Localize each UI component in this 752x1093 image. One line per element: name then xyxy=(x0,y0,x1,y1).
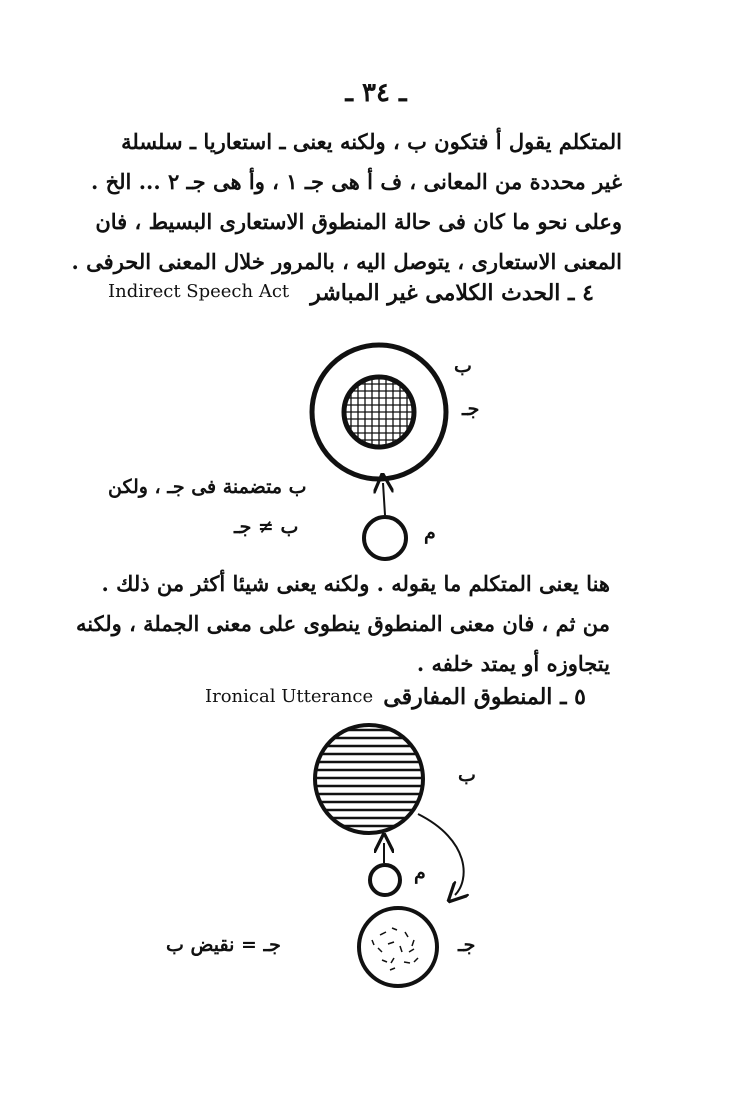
label-outer-b: ب xyxy=(454,355,472,377)
page-number: ـ ٣٤ ـ xyxy=(345,78,407,108)
paragraph-line: هنا يعنى المتكلم ما يقوله . ولكنه يعنى شيئا أكثر من ذلك . xyxy=(101,571,610,596)
note-not-equal: ب ≠ جـ xyxy=(234,516,299,538)
paragraph-line: غير محددة من المعانى ، ف أ هى جـ ١ ، وأ هى جـ ٢ ... الخ . xyxy=(90,169,622,194)
label-bottom-j: جـ xyxy=(458,934,476,956)
note-included: ب متضمنة فى جـ ، ولكن xyxy=(108,476,307,498)
speaker-circle-small xyxy=(370,865,400,895)
middle-paragraph xyxy=(76,564,610,684)
paragraph-line: المعنى الاستعارى ، يتوصل اليه ، بالمرور خلال المعنى الحرفى . xyxy=(71,249,622,274)
note-opposite: جـ = نقيض ب xyxy=(166,934,281,956)
speaker-circle xyxy=(364,517,406,559)
section4-heading-en: Indirect Speech Act xyxy=(108,281,290,302)
paragraph-line: من ثم ، فان معنى المنطوق ينطوى على معنى الجملة ، ولكنه xyxy=(76,611,610,636)
label-speaker-m-small: م xyxy=(414,862,426,884)
section4-heading-ar: ٤ ـ الحدث الكلامى غير المباشر xyxy=(310,280,594,306)
section5-heading-ar: ٥ ـ المنطوق المفارقى xyxy=(383,684,586,710)
arrow-up xyxy=(383,483,385,515)
speckle-marks xyxy=(372,928,418,970)
label-inner-j: جـ xyxy=(462,398,480,420)
paragraph-line: وعلى نحو ما كان فى حالة المنطوق الاستعارى البسيط ، فان xyxy=(95,209,622,234)
section5-heading-en: Ironical Utterance xyxy=(205,686,374,707)
speckled-circle xyxy=(359,908,437,986)
label-top-b: ب xyxy=(458,764,476,786)
paragraph-line: يتجاوزه أو يمتد خلفه . xyxy=(416,651,610,676)
label-speaker-m: م xyxy=(424,522,436,544)
paragraph-line: المتكلم يقول أ فتكون ب ، ولكنه يعنى ـ استعاريا ـ سلسلة xyxy=(121,129,622,154)
